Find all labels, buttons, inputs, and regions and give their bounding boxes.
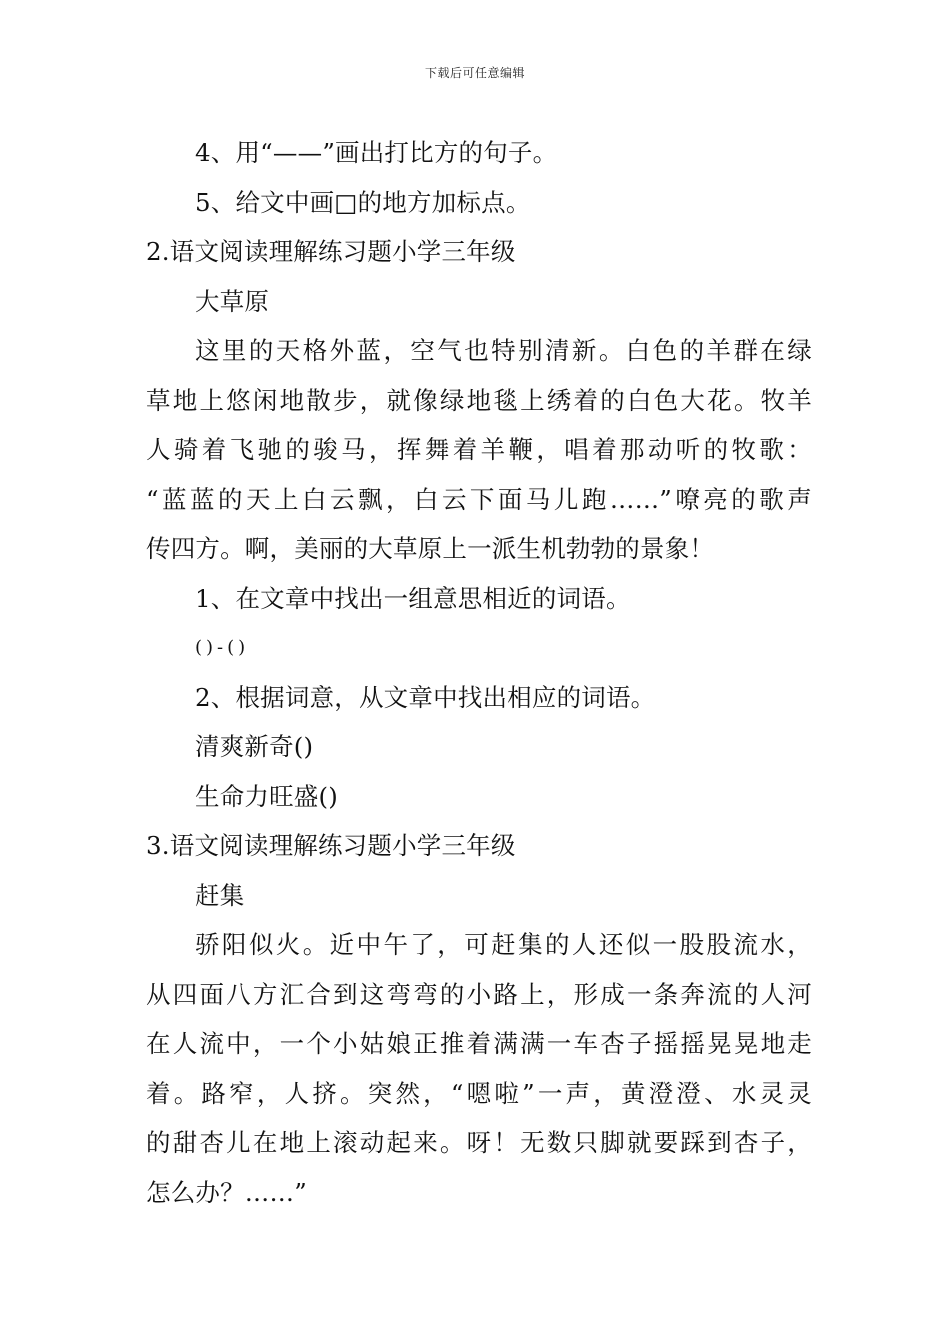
passage-line: 这里的天格外蓝，空气也特别清新。白色的羊群在绿 <box>195 336 812 365</box>
answer-item: 清爽新奇() <box>195 732 314 761</box>
question-5: 5、给文中画□的地方加标点。 <box>195 187 531 217</box>
page-header: 下载后可任意编辑 <box>424 66 525 80</box>
answer-item: 生命力旺盛() <box>195 781 339 811</box>
document-body <box>146 128 812 1217</box>
section-heading-2: 2.语文阅读理解练习题小学三年级 <box>146 237 516 266</box>
passage-line: 传四方。啊，美丽的大草原上一派生机勃勃的景象！ <box>146 534 715 563</box>
passage-line: 骄阳似火。近中午了，可赶集的人还似一股股流水， <box>195 930 812 959</box>
question-2: 2、根据词意，从文章中找出相应的词语。 <box>195 682 656 712</box>
passage-title-market: 赶集 <box>195 880 245 910</box>
passage-line: 在人流中，一个小姑娘正推着满满一车杏子摇摇晃晃地走 <box>146 1029 812 1058</box>
question-4: 4、用“——”画出打比方的句子。 <box>195 138 558 167</box>
question-1: 1、在文章中找出一组意思相近的词语。 <box>195 583 631 613</box>
passage-line: 怎么办？……” <box>146 1177 307 1207</box>
answer-blank: ()-() <box>195 637 250 658</box>
section-heading-3: 3.语文阅读理解练习题小学三年级 <box>146 831 516 860</box>
passage-line: 着。路窄，人挤。突然，“嗯啦”一声，黄澄澄、水灵灵 <box>146 1078 812 1108</box>
passage-line: 人骑着飞驰的骏马，挥舞着羊鞭，唱着那动听的牧歌： <box>146 435 812 464</box>
passage-title-grassland: 大草原 <box>195 286 270 316</box>
passage-line: 的甜杏儿在地上滚动起来。呀！无数只脚就要踩到杏子， <box>146 1128 812 1157</box>
passage-line: “蓝蓝的天上白云飘，白云下面马儿跑……”嘹亮的歌声 <box>146 484 812 514</box>
passage-line: 草地上悠闲地散步，就像绿地毯上绣着的白色大花。牧羊 <box>146 385 812 415</box>
passage-line: 从四面八方汇合到这弯弯的小路上，形成一条奔流的人河 <box>146 979 812 1009</box>
